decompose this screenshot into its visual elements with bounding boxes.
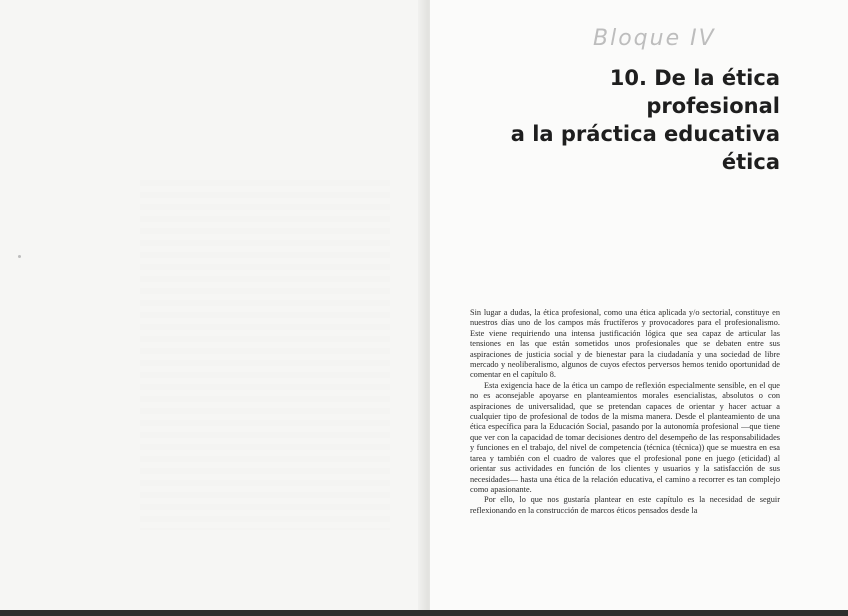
- paragraph-1: Sin lugar a dudas, la ética profesional, como una ética aplicada y/o sectorial, constituye en nuestros días uno de los campos más fructíferos y provocadores para el profesionalismo. Este viene requiriendo una intensa justificación lógica que sea capaz de articular las tensiones en las que están sometidos unos profesionales que se debaten entre sus aspiraciones de justicia social y de bienestar para la ciudadanía y una sociedad de libre mercado y neoliberalismo, algunos de cuyos efectos perversos hemos tenido oportunidad de comentar en el capítulo 8.: [470, 308, 780, 380]
- chapter-number: 10.: [609, 66, 647, 90]
- bleedthrough-text: [140, 180, 390, 530]
- chapter-title-text-1: De la ética profesional: [646, 66, 780, 118]
- scan-speck: [18, 255, 21, 258]
- chapter-title-line-2: a la práctica educativa ética: [510, 122, 780, 174]
- chapter-body: [470, 308, 780, 516]
- paragraph-3: Por ello, lo que nos gustaría plantear en este capítulo es la necesidad de seguir reflexionando en la construcción de marcos éticos pensados desde la: [470, 495, 780, 515]
- chapter-title-line-1: [470, 64, 780, 120]
- scan-bottom-edge: [0, 610, 848, 616]
- chapter-title: [470, 64, 780, 176]
- paragraph-2: Esta exigencia hace de la ética un campo de reflexión especialmente sensible, en el que no es aconsejable apoyarse en planteamientos morales esencialistas, absolutos o con aspiraciones de universalidad, que se pretendan capaces de orientar y hacer actuar a cualquier tipo de profesional de todos de la misma manera. Desde el planteamiento de una ética específica para la Educación Social, pasando por la autonomía profesional —que tiene que ver con la capacidad de tomar decisiones dentro del desempeño de las responsabilidades y funciones en el trabajo, del nivel de competencia (técnica (técnica)) que se muestra en esa tarea y también con el cuadro de valores que el profesional pone en juego (eticidad) al orientar sus actividades en función de los clientes y usuarios y la satisfacción de sus necesidades— hasta una ética de la relación educativa, el camino a recorrer es tan complejo como apasionante.: [470, 380, 780, 494]
- handwritten-note: Bloque IV: [593, 26, 716, 51]
